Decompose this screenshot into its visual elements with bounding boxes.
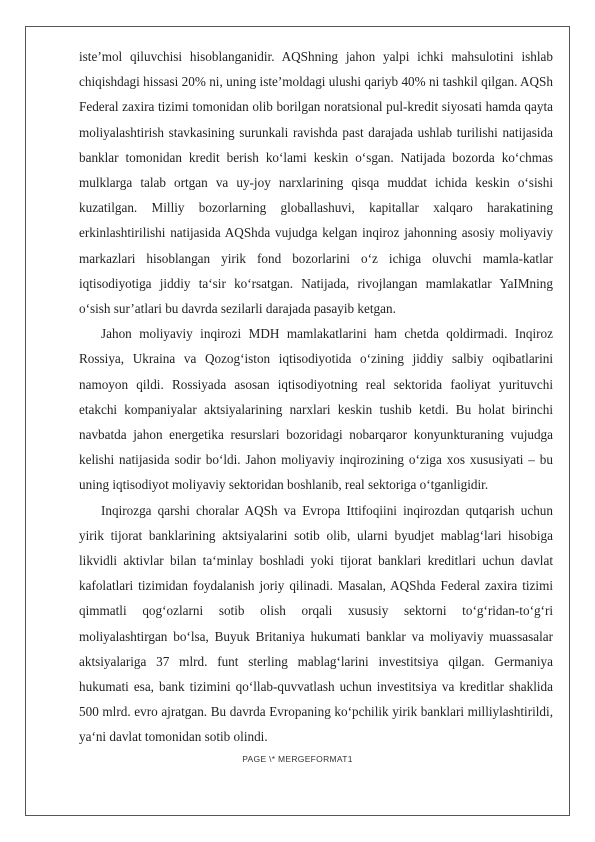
paragraph-2: Jahon moliyaviy inqirozi MDH mamlakatlarini ham chetda qoldirmadi. Inqiroz Rossiya, Ukraina va Qozog‘iston iqtisodiyotida o‘zining jiddiy salbiy oqibatlarini namoyon qildi. Rossiyada asosan iqtisodiyotning real sektorida faoliyat yurituvchi etakchi kompaniyalar aktsiyalarining narxlari keskin tushib ketdi. Bu holat birinchi navbatda jahon energetika resurslari bozoridagi nobarqaror konyunkturaning vujudga kelishi natijasida sodir bo‘ldi. Jahon moliyaviy inqirozining o‘ziga xos xususiyati – bu uning iqtisodiyot moliyaviy sektoridan boshlanib, real sektoriga o‘tganligidir. <box>79 326 553 493</box>
paragraph-1: iste’mol qiluvchisi hisoblanganidir. AQShning jahon yalpi ichki mahsulotini ishlab chiqishdagi hissasi 20% ni, uning iste’moldagi ulushi qariyb 40% ni tashkil qilgan. AQSh Federal zaxira tizimi tomonidan olib borilgan noratsional pul-kredit siyosati hamda qayta moliyalashtirish stavkasining surunkali ravishda past darajada ushlab turilishi natijasida banklar tomonidan kredit berish ko‘lami keskin o‘sgan. Natijada bozorda ko‘chmas mulklarga talab ortgan va uy-joy narxlarining qisqa muddat ichida keskin o‘sishi kuzatilgan. Milliy bozorlarning globallashuvi, kapitallar xalqaro harakatining erkinlashtirilishi natijasida AQShda vujudga kelgan inqiroz jahonning asosiy moliyaviy markazlari hisoblangan yirik fond bozorlarini o‘z ichiga oluvchi mamla-katlar iqtisodiyotiga jiddiy ta‘sir ko‘rsatgan. Natijada, rivojlangan mamlakatlar YaIMning o‘sish sur’atlari bu davrda sezilarli darajada pasayib ketgan. <box>79 49 553 317</box>
page-footer: PAGE \* MERGEFORMAT1 <box>242 754 353 764</box>
paragraph-3: Inqirozga qarshi choralar AQSh va Evropa Ittifoqiini inqirozdan qutqarish uchun yirik tijorat banklarining aktsiyalarini sotib olib, ularni byudjet mablag‘lari hisobiga likvidli aktivlar bilan ta‘minlay boshladi yoki tijorat banklari kreditlari uchun davlat kafolatlari tizimidan foydalanish joriy qilinadi. Masalan, AQShda Federal zaxira tizimi qimmatli qog‘ozlarni sotib olish orqali xususiy sektorni to‘g‘ridan-to‘g‘ri moliyalashtirgan bo‘lsa, Buyuk Britaniya hukumati banklar va moliyaviy muassasalar aktsiyalariga 37 mlrd. funt sterling mablag‘larini investitsiya qilgan. Germaniya hukumati esa, bank tizimini qo‘llab-quvvatlash uchun investitsiya va kreditlar shaklida 500 mlrd. evro ajratgan. Bu davrda Evropaning ko‘pchilik yirik banklari milliylashtirildi, ya‘ni davlat tomonidan sotib olindi. <box>79 502 553 745</box>
document-body <box>79 44 553 750</box>
